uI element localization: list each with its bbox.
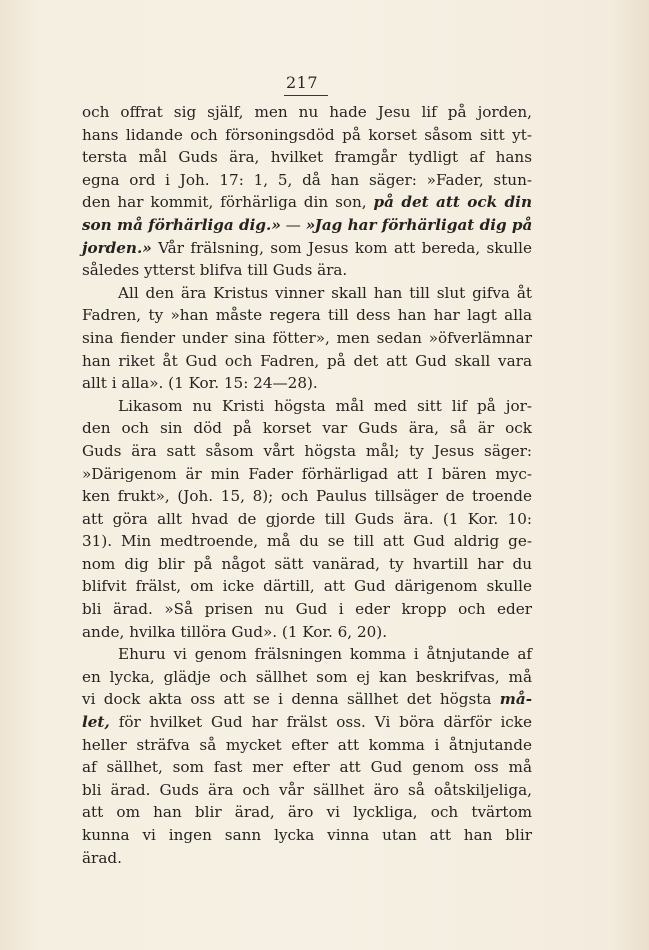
- emphasis-text: på det att ock din: [373, 193, 532, 212]
- line-text: Vår frälsning, som Jesus kom att bereda, skulle: [151, 238, 532, 257]
- page-number-rule: [284, 95, 328, 96]
- text-line: [82, 372, 532, 395]
- text-line: [82, 553, 532, 576]
- text-line: [82, 417, 532, 440]
- text-line: [82, 101, 532, 124]
- line-text: att om han blir ärad, äro vi lyckliga, och tvärtom: [82, 803, 532, 822]
- line-text: egna ord i Joh. 17: 1, 5, då han säger: »Fader, stun-: [82, 170, 532, 189]
- line-text: tersta mål Guds ära, hvilket framgår tydligt af hans: [82, 148, 532, 167]
- text-line: [82, 824, 532, 847]
- text-line: [82, 124, 532, 147]
- emphasis-text: jorden.»: [82, 238, 152, 257]
- page-number: 217: [286, 73, 319, 92]
- line-text: den och sin död på korset var Guds ära, så är ock: [82, 419, 532, 438]
- text-line: [82, 146, 532, 169]
- text-line: [82, 282, 532, 305]
- text-line: [82, 530, 532, 553]
- emphasis-text: son må förhärliga dig.»: [82, 215, 281, 234]
- text-line: [82, 779, 532, 802]
- line-text: All den ära Kristus vinner skall han till slut gifva åt: [118, 283, 532, 302]
- emphasis-text: må-: [499, 690, 532, 709]
- text-line: [82, 304, 532, 327]
- text-line: [82, 621, 532, 644]
- text-line: [82, 350, 532, 373]
- text-line: [82, 575, 532, 598]
- text-line: [82, 259, 532, 282]
- line-text: ärad.: [82, 848, 122, 867]
- text-line: [82, 801, 532, 824]
- body-text: [82, 101, 532, 869]
- line-text: således ytterst blifva till Guds ära.: [82, 261, 348, 280]
- text-line: [82, 666, 532, 689]
- text-line: [82, 598, 532, 621]
- text-line: [82, 463, 532, 486]
- line-text: kunna vi ingen sann lycka vinna utan att han blir: [82, 826, 532, 844]
- text-line: [82, 395, 532, 418]
- line-text: Ehuru vi genom frälsningen komma i åtnjutande af: [118, 645, 532, 664]
- line-text: och offrat sig själf, men nu hade Jesu lif på jorden,: [82, 103, 532, 121]
- line-text: Likasom nu Kristi högsta mål med sitt lif på jor-: [118, 396, 532, 415]
- text-line: [82, 327, 532, 350]
- line-text: heller sträfva så mycket efter att komma i åtnjutande: [82, 735, 532, 754]
- line-text: vi dock akta oss att se i denna sällhet det högsta: [82, 690, 500, 709]
- line-text: »Därigenom är min Fader förhärligad att I bären myc-: [82, 464, 532, 483]
- line-text: en lycka, glädje och sällhet som ej kan beskrifvas, må: [82, 667, 532, 686]
- line-text: allt i alla». (1 Kor. 15: 24—28).: [82, 374, 318, 393]
- text-line: [82, 485, 532, 508]
- line-text: hans lidande och försoningsdöd på korset såsom sitt yt-: [82, 125, 532, 144]
- line-text: af sällhet, som fast mer efter att Gud genom oss må: [82, 758, 532, 777]
- line-text: att göra allt hvad de gjorde till Guds ära. (1 Kor. 10:: [82, 509, 532, 528]
- line-text: sina fiender under sina fötter», men sedan »öfverlämnar: [82, 328, 532, 347]
- emphasis-text: »Jag har förhärligat dig på: [305, 215, 533, 234]
- line-text: den har kommit, förhärliga din son,: [82, 193, 374, 212]
- line-text: Guds ära satt såsom vårt högsta mål; ty Jesus säger:: [82, 441, 532, 460]
- line-text: Fadren, ty »han måste regera till dess han har lagt alla: [82, 306, 532, 325]
- text-line: [82, 191, 532, 214]
- line-text: ande, hvilka tillöra Gud». (1 Kor. 6, 20).: [82, 622, 388, 641]
- text-line: [82, 214, 532, 237]
- line-text: bli ärad. »Så prisen nu Gud i eder kropp och eder: [82, 600, 532, 619]
- line-text: —: [280, 215, 306, 234]
- text-line: [82, 169, 532, 192]
- line-text: ken frukt», (Joh. 15, 8); och Paulus tillsäger de troende: [82, 487, 532, 506]
- text-line: [82, 643, 532, 666]
- text-line: [82, 847, 532, 870]
- text-line: [82, 237, 532, 260]
- text-line: [82, 756, 532, 779]
- text-line: [82, 734, 532, 757]
- line-text: för hvilket Gud har frälst oss. Vi böra därför icke: [109, 713, 532, 732]
- text-line: [82, 508, 532, 531]
- line-text: blifvit frälst, om icke därtill, att Gud därigenom skulle: [82, 577, 532, 596]
- emphasis-text: let,: [82, 713, 110, 732]
- text-line: [82, 440, 532, 463]
- line-text: 31). Min medtroende, må du se till att Gud aldrig ge-: [82, 532, 532, 551]
- line-text: nom dig blir på något sätt vanärad, ty hvartill har du: [82, 554, 532, 573]
- text-line: [82, 711, 532, 734]
- line-text: han riket åt Gud och Fadren, på det att Gud skall vara: [82, 351, 532, 370]
- text-line: [82, 688, 532, 711]
- line-text: bli ärad. Guds ära och vår sällhet äro så oåtskiljeliga,: [82, 780, 532, 799]
